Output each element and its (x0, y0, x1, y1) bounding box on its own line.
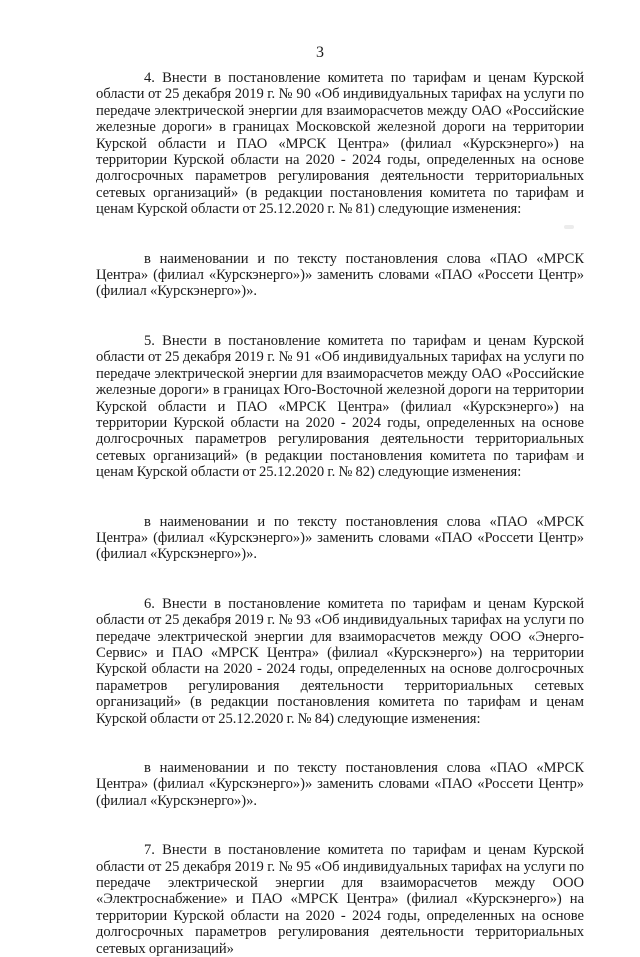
paragraph-item-6: 6. Внести в постановление комитета по тарифам и ценам Курской области от 25 декабря 2019 г. № 93 «Об индивидуальных тарифах на услуги по передаче электрической энергии для взаиморасчетов между ООО «Энерго-Сервис» и ПАО «МРСК Центра» (филиал «Курскэнерго») на территории Курской области на 2020 - 2024 годы, определенных на основе долгосрочных параметров регулирования деятельности территориальных сетевых организаций» (в редакции постановления комитета по тарифам и ценам Курской области от 25.12.2020 г. № 84) следующие изменения: (96, 595, 584, 727)
paragraph-gap (96, 481, 584, 514)
paragraph-gap (96, 727, 584, 760)
paragraph-gap (96, 809, 584, 842)
paragraph-item-4: 4. Внести в постановление комитета по тарифам и ценам Курской области от 25 декабря 2019 г. № 90 «Об индивидуальных тарифах на услуги по передаче электрической энергии для взаиморасчетов между ОАО «Российские железные дороги» в границах Московской железной дороги на территории Курской области и ПАО «МРСК Центра» (филиал «Курскэнерго») на территории Курской области на 2020 - 2024 годы, определенных на основе долгосрочных параметров регулирования деятельности территориальных сетевых организаций» (в редакции постановления комитета по тарифам и ценам Курской области от 25.12.2020 г. № 81) следующие изменения: (96, 70, 584, 218)
paragraph-change-5: в наименовании и по тексту постановления слова «ПАО «МРСК Центра» (филиал «Курскэнерго»)» заменить словами «ПАО «Россети Центр» (филиал «Курскэнерго»)». (96, 513, 584, 563)
paragraph-gap (96, 300, 584, 333)
paragraph-gap (96, 563, 584, 596)
paragraph-gap (96, 218, 584, 251)
scan-speck (564, 225, 574, 229)
paragraph-item-7: 7. Внести в постановление комитета по тарифам и ценам Курской области от 25 декабря 2019 г. № 95 «Об индивидуальных тарифах на услуги по передаче электрической энергии для взаиморасчетов между ООО «Электроснабжение» и ПАО «МРСК Центра» (филиал «Курскэнерго») на территории Курской области на 2020 - 2024 годы, определенных на основе долгосрочных параметров регулирования деятельности территориальных сетевых организаций» (96, 842, 584, 957)
document-body (96, 70, 584, 957)
scan-speck (572, 455, 582, 459)
paragraph-change-6: в наименовании и по тексту постановления слова «ПАО «МРСК Центра» (филиал «Курскэнерго»)» заменить словами «ПАО «Россети Центр» (филиал «Курскэнерго»)». (96, 760, 584, 809)
paragraph-change-4: в наименовании и по тексту постановления слова «ПАО «МРСК Центра» (филиал «Курскэнерго»)» заменить словами «ПАО «Россети Центр» (филиал «Курскэнерго»)». (96, 250, 584, 300)
page-number: 3 (316, 44, 324, 61)
paragraph-item-5: 5. Внести в постановление комитета по тарифам и ценам Курской области от 25 декабря 2019 г. № 91 «Об индивидуальных тарифах на услуги по передаче электрической энергии для взаиморасчетов между ОАО «Российские железные дороги» в границах Юго-Восточной железной дороги на территории Курской области и ПАО «МРСК Центра» (филиал «Курскэнерго») на территории Курской области на 2020 - 2024 годы, определенных на основе долгосрочных параметров регулирования деятельности территориальных сетевых организаций» (в редакции постановления комитета по тарифам и ценам Курской области от 25.12.2020 г. № 82) следующие изменения: (96, 332, 584, 481)
